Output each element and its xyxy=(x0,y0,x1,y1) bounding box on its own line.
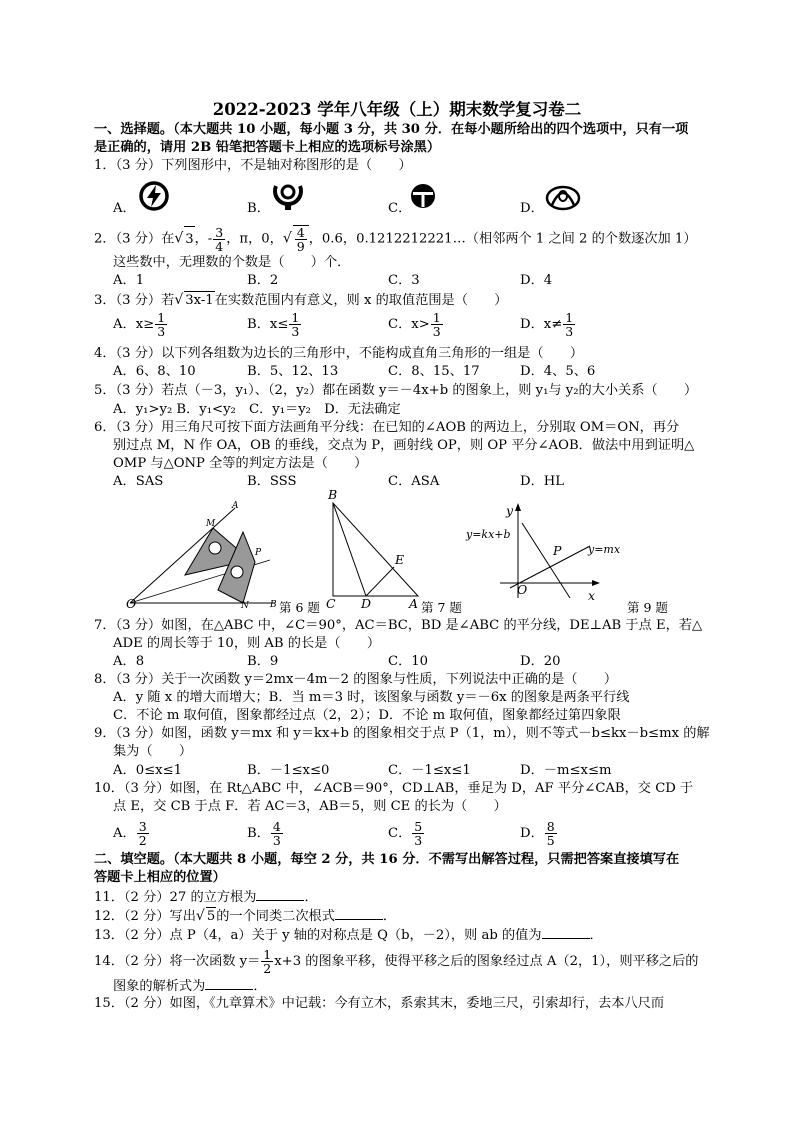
numerator: 1 xyxy=(432,310,441,325)
symbol-d-arch-icon xyxy=(545,181,581,211)
denominator: 3 xyxy=(414,833,423,848)
q6-line2: 别过点 M，N 作 OA，OB 的垂线，交点为 P，画射线 OP，则 OP 平分∠AOB．做法中用到证明△ xyxy=(113,438,695,453)
q8-line3: C．不论 m 取何值，图象都经过点（2，2）；D．不论 m 取何值，图象都经过第四象限 xyxy=(113,708,621,723)
fig9-label-y: y xyxy=(506,503,514,518)
q7-line2: ADE 的周长等于 10，则 AB 的长是（ ） xyxy=(113,636,381,651)
q12-post: 的一个同类二次根式 xyxy=(216,909,335,924)
q3-option-b xyxy=(247,311,302,338)
fig7-label-d: D xyxy=(361,596,372,611)
section2-heading-line2: 答题卡上相应的位置） xyxy=(94,870,226,885)
q7-option-a: A．8 xyxy=(113,654,145,669)
q13-end: ． xyxy=(589,928,603,943)
denominator: 3 xyxy=(272,833,281,848)
fig6-label-p: P xyxy=(255,548,262,558)
q12 xyxy=(94,906,396,926)
q10-line2: 点 E，交 CB 于点 F．若 AC＝3，AB＝5，则 CE 的长为（ ） xyxy=(113,799,507,814)
option-label: D．x≠ xyxy=(520,317,563,332)
q14-line2-text: 图象的解析式为 xyxy=(113,979,206,994)
q13-stem: 13．（2 分）点 P（4，a）关于 y 轴的对称点是 Q（b，－2），则 ab 的值为 xyxy=(94,928,542,943)
q10-line1: 10．（3 分）如图，在 Rt△ABC 中，∠ACB＝90°，CD⊥AB，垂足为 D，AF 平分∠CAB，交 CD 于 xyxy=(94,781,694,796)
fig6-label-a: A xyxy=(232,501,239,511)
q6-option-b: B．SSS xyxy=(247,474,297,489)
fig9-label-line1: y=kx+b xyxy=(466,528,511,541)
page-title: 2022-2023 学年八年级（上）期末数学复习卷二 xyxy=(212,100,582,119)
q10-option-c xyxy=(388,820,425,847)
q12-radicand: 5 xyxy=(206,909,216,924)
option-label: C．x> xyxy=(388,317,430,332)
q2-option-d: D．4 xyxy=(520,273,553,288)
fraction xyxy=(137,820,149,847)
q2-root-frac xyxy=(293,225,309,253)
fig9-label-o: O xyxy=(517,582,528,597)
q11-stem: 11．（2 分）27 的立方根为 xyxy=(94,890,257,905)
fraction-1-3 xyxy=(431,311,443,338)
q4-option-b: B．5、12、13 xyxy=(247,364,339,379)
fig6-label-b: B xyxy=(270,600,277,610)
fig9-label-p: P xyxy=(553,543,562,558)
q1-stem: 1．（3 分）下列图形中，不是轴对称图形的是（ ） xyxy=(94,158,412,173)
q3-pre: 3．（3 分）若 xyxy=(94,293,175,308)
numerator: 4 xyxy=(296,225,305,240)
q3-radicand: 3x-1 xyxy=(185,293,214,308)
q2-post: ，0.6，0.1212212221…（相邻两个 1 之间 2 的个数逐次加 1） xyxy=(308,231,697,247)
option-label: B． xyxy=(247,826,270,841)
fig9-label-line2: y=mx xyxy=(588,543,621,556)
q14-end: ． xyxy=(253,979,267,994)
fig6-label-o: O xyxy=(126,596,137,611)
fraction-1-3 xyxy=(155,311,167,338)
q15-stem: 15．（2 分）如图，《九章算术》中记载：今有立木，系索其末，委地三尺，引索却行，去本八尺而 xyxy=(94,996,665,1011)
q6-option-c: C．ASA xyxy=(388,474,440,489)
numerator: 3 xyxy=(138,819,147,834)
numerator: 1 xyxy=(565,310,574,325)
q6-line1: 6．（3 分）用三角尺可按下面方法画角平分线：在已知的∠AOB 的两边上，分别取 OM＝ON，再分 xyxy=(94,420,680,435)
symbol-b-ring-icon xyxy=(271,178,305,212)
numerator: 5 xyxy=(414,819,423,834)
section1-heading-line1: 一、选择题。（本大题共 10 小题，每小题 3 分，共 30 分．在每小题所给出的四个选项中，只有一项 xyxy=(94,122,689,137)
q8-line2: A．y 随 x 的增大而增大；B．当 m＝3 时，该图象与函数 y＝－6x 的图象是两条平行线 xyxy=(113,690,630,705)
q12-answer-blank[interactable] xyxy=(335,906,383,920)
fig9-label-x: x xyxy=(588,588,596,603)
q7-option-c: C．10 xyxy=(388,654,429,669)
q4-option-a: A．6、8、10 xyxy=(113,364,196,379)
q10-option-a xyxy=(113,820,150,847)
denominator: 2 xyxy=(263,961,272,976)
fig7-label-e: E xyxy=(395,552,405,567)
numerator: 3 xyxy=(215,224,224,240)
q12-pre: 12．（2 分）写出 xyxy=(94,909,196,924)
q6-option-d: D．HL xyxy=(520,474,565,489)
numerator: 1 xyxy=(263,947,272,962)
denominator: 2 xyxy=(138,833,147,848)
numerator: 8 xyxy=(546,819,555,834)
q9-line2: 集为（ ） xyxy=(113,744,193,759)
fraction xyxy=(412,820,424,847)
q3-post: 在实数范围内有意义，则 x 的取值范围是（ ） xyxy=(214,293,508,308)
q7-option-d: D．20 xyxy=(520,654,561,669)
q9-line1: 9．（3 分）如图，函数 y＝mx 和 y＝kx+b 的图象相交于点 P（1，m），则不等式－b≤kx－b≤mx 的解 xyxy=(94,726,710,741)
denominator: 3 xyxy=(432,324,441,339)
q7-line1: 7．（3 分）如图，在△ABC 中，∠C＝90°，AC＝BC，BD 是∠ABC 的平分线，DE⊥AB 于点 E，若△ xyxy=(94,618,703,633)
q2-fraction-3-4 xyxy=(213,226,225,253)
symbol-c-t-icon xyxy=(410,183,436,209)
denominator: 4 xyxy=(215,238,224,254)
fraction xyxy=(271,820,283,847)
q9-option-c: C．－1≤x≤1 xyxy=(388,763,471,778)
q9-option-a: A．0≤x≤1 xyxy=(113,763,183,778)
q12-end: ． xyxy=(382,909,397,924)
symbol-a-lightning-icon xyxy=(138,180,170,212)
fig6-label-n: N xyxy=(241,601,249,611)
q6-line3: OMP 与△ONP 全等的判定方法是（ ） xyxy=(113,456,368,471)
option-label: A．x≥ xyxy=(113,317,155,332)
q4-option-c: C．8、15、17 xyxy=(388,364,480,379)
q6-option-a: A．SAS xyxy=(113,474,164,489)
q2-option-c: C．3 xyxy=(388,273,420,288)
fig7-caption: 第 7 题 xyxy=(421,600,462,615)
q1-option-c: C． xyxy=(388,201,412,216)
q14-post: x+3 的图象平移，使得平移之后的图象经过点 A（2，1），则平移之后的 xyxy=(274,954,699,969)
section1-heading-line2: 是正确的，请用 2B 铅笔把答题卡上相应的选项标号涂黑） xyxy=(94,140,441,155)
q1-option-b: B． xyxy=(247,201,270,216)
q5-options: A．y₁>y₂ B．y₁<y₂ C．y₁＝y₂ D．无法确定 xyxy=(113,402,401,417)
sqrt-sign: √ xyxy=(174,230,184,247)
denominator: 3 xyxy=(565,324,574,339)
q13-answer-blank[interactable] xyxy=(542,925,590,939)
denominator: 5 xyxy=(546,833,555,848)
numerator: 1 xyxy=(291,310,300,325)
q9-option-b: B．－1≤x≤0 xyxy=(247,763,330,778)
q2-fraction-4-9 xyxy=(295,226,307,253)
figure-7-diagram xyxy=(328,500,428,600)
q8-line1: 8．（3 分）关于一次函数 y＝2mx－4m－2 的图象与性质，下列说法中正确的是（ ） xyxy=(94,672,618,687)
q3-option-c xyxy=(388,311,444,338)
denominator: 3 xyxy=(291,324,300,339)
fig6-caption: 第 6 题 xyxy=(279,600,320,615)
q3-option-d xyxy=(520,311,576,338)
q11-end: ． xyxy=(304,890,318,905)
section2-heading-line1: 二、填空题。（本大题共 8 小题，每空 2 分，共 16 分．不需写出解答过程，只需把答案直接填写在 xyxy=(94,852,680,867)
q2-option-b: B．2 xyxy=(247,273,279,288)
q9-option-d: D．－m≤x≤m xyxy=(520,763,612,778)
q3-stem xyxy=(94,291,507,310)
fig9-caption: 第 9 题 xyxy=(627,600,668,615)
fig7-label-c: C xyxy=(326,596,336,611)
q11-answer-blank[interactable] xyxy=(256,887,304,901)
sqrt-sign: √ xyxy=(282,230,292,247)
fig6-label-m: M xyxy=(206,519,216,529)
numerator: 1 xyxy=(157,310,166,325)
fig7-label-b: B xyxy=(328,487,338,502)
option-label: D． xyxy=(520,826,544,841)
q14-answer-blank[interactable] xyxy=(205,976,253,990)
fraction xyxy=(545,820,557,847)
q3-option-a xyxy=(113,311,168,338)
denominator: 9 xyxy=(296,239,305,254)
denominator: 3 xyxy=(157,324,166,339)
q10-option-b xyxy=(247,820,284,847)
option-label: B．x≤ xyxy=(247,317,289,332)
fraction-1-3 xyxy=(289,311,301,338)
sqrt-sign: √ xyxy=(174,292,184,308)
q14-line1 xyxy=(94,948,698,975)
q2-stem xyxy=(94,225,697,253)
fraction-1-3 xyxy=(563,311,575,338)
q10-option-d xyxy=(520,820,558,847)
q5-stem: 5．（3 分）若点（－3，y₁）、（2，y₂）都在函数 y＝－4x+b 的图象上，则 y₁与 y₂的大小关系（ ） xyxy=(94,383,698,398)
numerator: 4 xyxy=(272,819,281,834)
q2-mid2: ，π，0， xyxy=(226,231,283,247)
q1-option-d: D． xyxy=(520,201,544,216)
q13 xyxy=(94,925,603,945)
q2-mid1: ，- xyxy=(194,231,213,247)
q2-root-3: 3 xyxy=(184,226,194,253)
q14-pre: 14．（2 分）将一次函数 y＝ xyxy=(94,954,261,969)
sqrt-sign: √ xyxy=(195,908,205,924)
q11 xyxy=(94,887,318,907)
option-label: C． xyxy=(388,826,412,841)
q7-option-b: B．9 xyxy=(247,654,279,669)
q4-option-d: D．4、5、6 xyxy=(520,364,596,379)
q1-option-a: A． xyxy=(113,201,136,216)
q2-option-a: A．1 xyxy=(113,273,145,288)
q4-stem: 4．（3 分）以下列各组数为边长的三角形中，不能构成直角三角形的一组是（ ） xyxy=(94,346,584,361)
option-label: A． xyxy=(113,826,136,841)
fraction-1-2 xyxy=(261,948,273,975)
fig7-label-a: A xyxy=(409,596,419,611)
q2-line2: 这些数中，无理数的个数是（ ）个． xyxy=(113,255,351,270)
q2-pre: 2．（3 分）在 xyxy=(94,231,175,247)
q14-line2 xyxy=(113,976,267,996)
